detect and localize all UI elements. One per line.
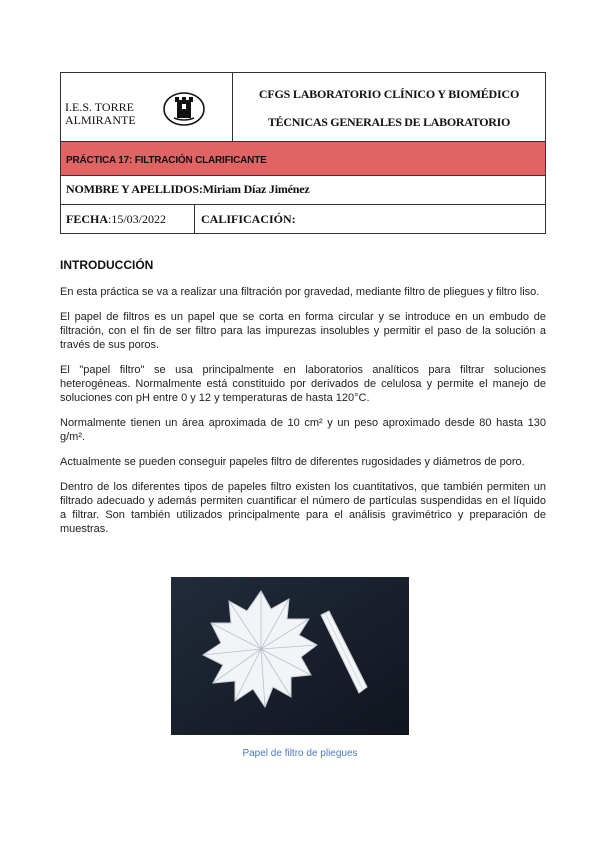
tower-crest-icon bbox=[162, 91, 206, 127]
paragraph: Actualmente se pueden conseguir papeles filtro de diferentes rugosidades y diámetros de poro. bbox=[60, 456, 525, 468]
fecha-label: FECHA bbox=[66, 212, 108, 226]
document-body bbox=[60, 258, 546, 547]
school-name-line2: ALMIRANTE bbox=[65, 113, 136, 127]
figure-caption: Papel de filtro de pliegues bbox=[242, 748, 358, 759]
nombre-value: Miriam Díaz Jiménez bbox=[202, 182, 310, 196]
paragraph: En esta práctica se va a realizar una filtración por gravedad, mediante filtro de pliegues y filtro liso. bbox=[60, 286, 540, 298]
paragraph: Dentro de los diferentes tipos de papeles filtro existen los cuantitativos, que también permiten un filtrado adecuado y además permiten cuantificar el número de partículas suspendidas en el líquido a filtrar. Son también utilizados principalmente para el análisis gravimétrico y preparación de muestras. bbox=[60, 481, 546, 535]
paragraph: Normalmente tienen un área aproximada de 10 cm² y un peso aproximado desde 80 hasta 130 g/m². bbox=[60, 417, 546, 443]
paragraph: El "papel filtro" se usa principalmente en laboratorios analíticos para filtrar soluciones heterogéneas. Normalmente está constituido por derivados de celulosa y permite el manejo de soluciones con pH entre 0 y 12 y temperaturas de hasta 120°C. bbox=[60, 364, 546, 404]
fecha-field bbox=[66, 212, 166, 227]
header-row-nombre bbox=[61, 176, 545, 205]
practica-title: PRÁCTICA 17: FILTRACIÓN CLARIFICANTE bbox=[66, 155, 267, 166]
fecha-value: :15/03/2022 bbox=[108, 212, 167, 226]
subject-title: TÉCNICAS GENERALES DE LABORATORIO bbox=[267, 115, 511, 129]
nombre-label: NOMBRE Y APELLIDOS: bbox=[66, 182, 203, 196]
section-heading: INTRODUCCIÓN bbox=[60, 258, 154, 272]
nombre-field bbox=[66, 182, 310, 197]
header-row-practica bbox=[61, 142, 545, 176]
filter-paper-photo bbox=[171, 577, 409, 735]
title-cell bbox=[233, 73, 545, 141]
school-name bbox=[65, 101, 136, 127]
header-table bbox=[60, 72, 546, 234]
calificacion-label: CALIFICACIÓN: bbox=[201, 212, 296, 226]
paragraph: El papel de filtros es un papel que se corta en forma circular y se introduce en un embudo de filtración, con el fin de ser filtro para las impurezas insolubles y permitir el paso de la solución a través de sus poros. bbox=[60, 311, 546, 351]
fecha-cell bbox=[61, 205, 195, 234]
school-name-line1: I.E.S. TORRE bbox=[65, 100, 134, 114]
school-cell bbox=[61, 73, 233, 141]
course-title: CFGS LABORATORIO CLÍNICO Y BIOMÉDICO bbox=[258, 87, 520, 101]
filter-paper-illustration bbox=[171, 577, 409, 735]
header-row-title bbox=[61, 73, 545, 142]
header-row-fecha bbox=[61, 205, 545, 234]
